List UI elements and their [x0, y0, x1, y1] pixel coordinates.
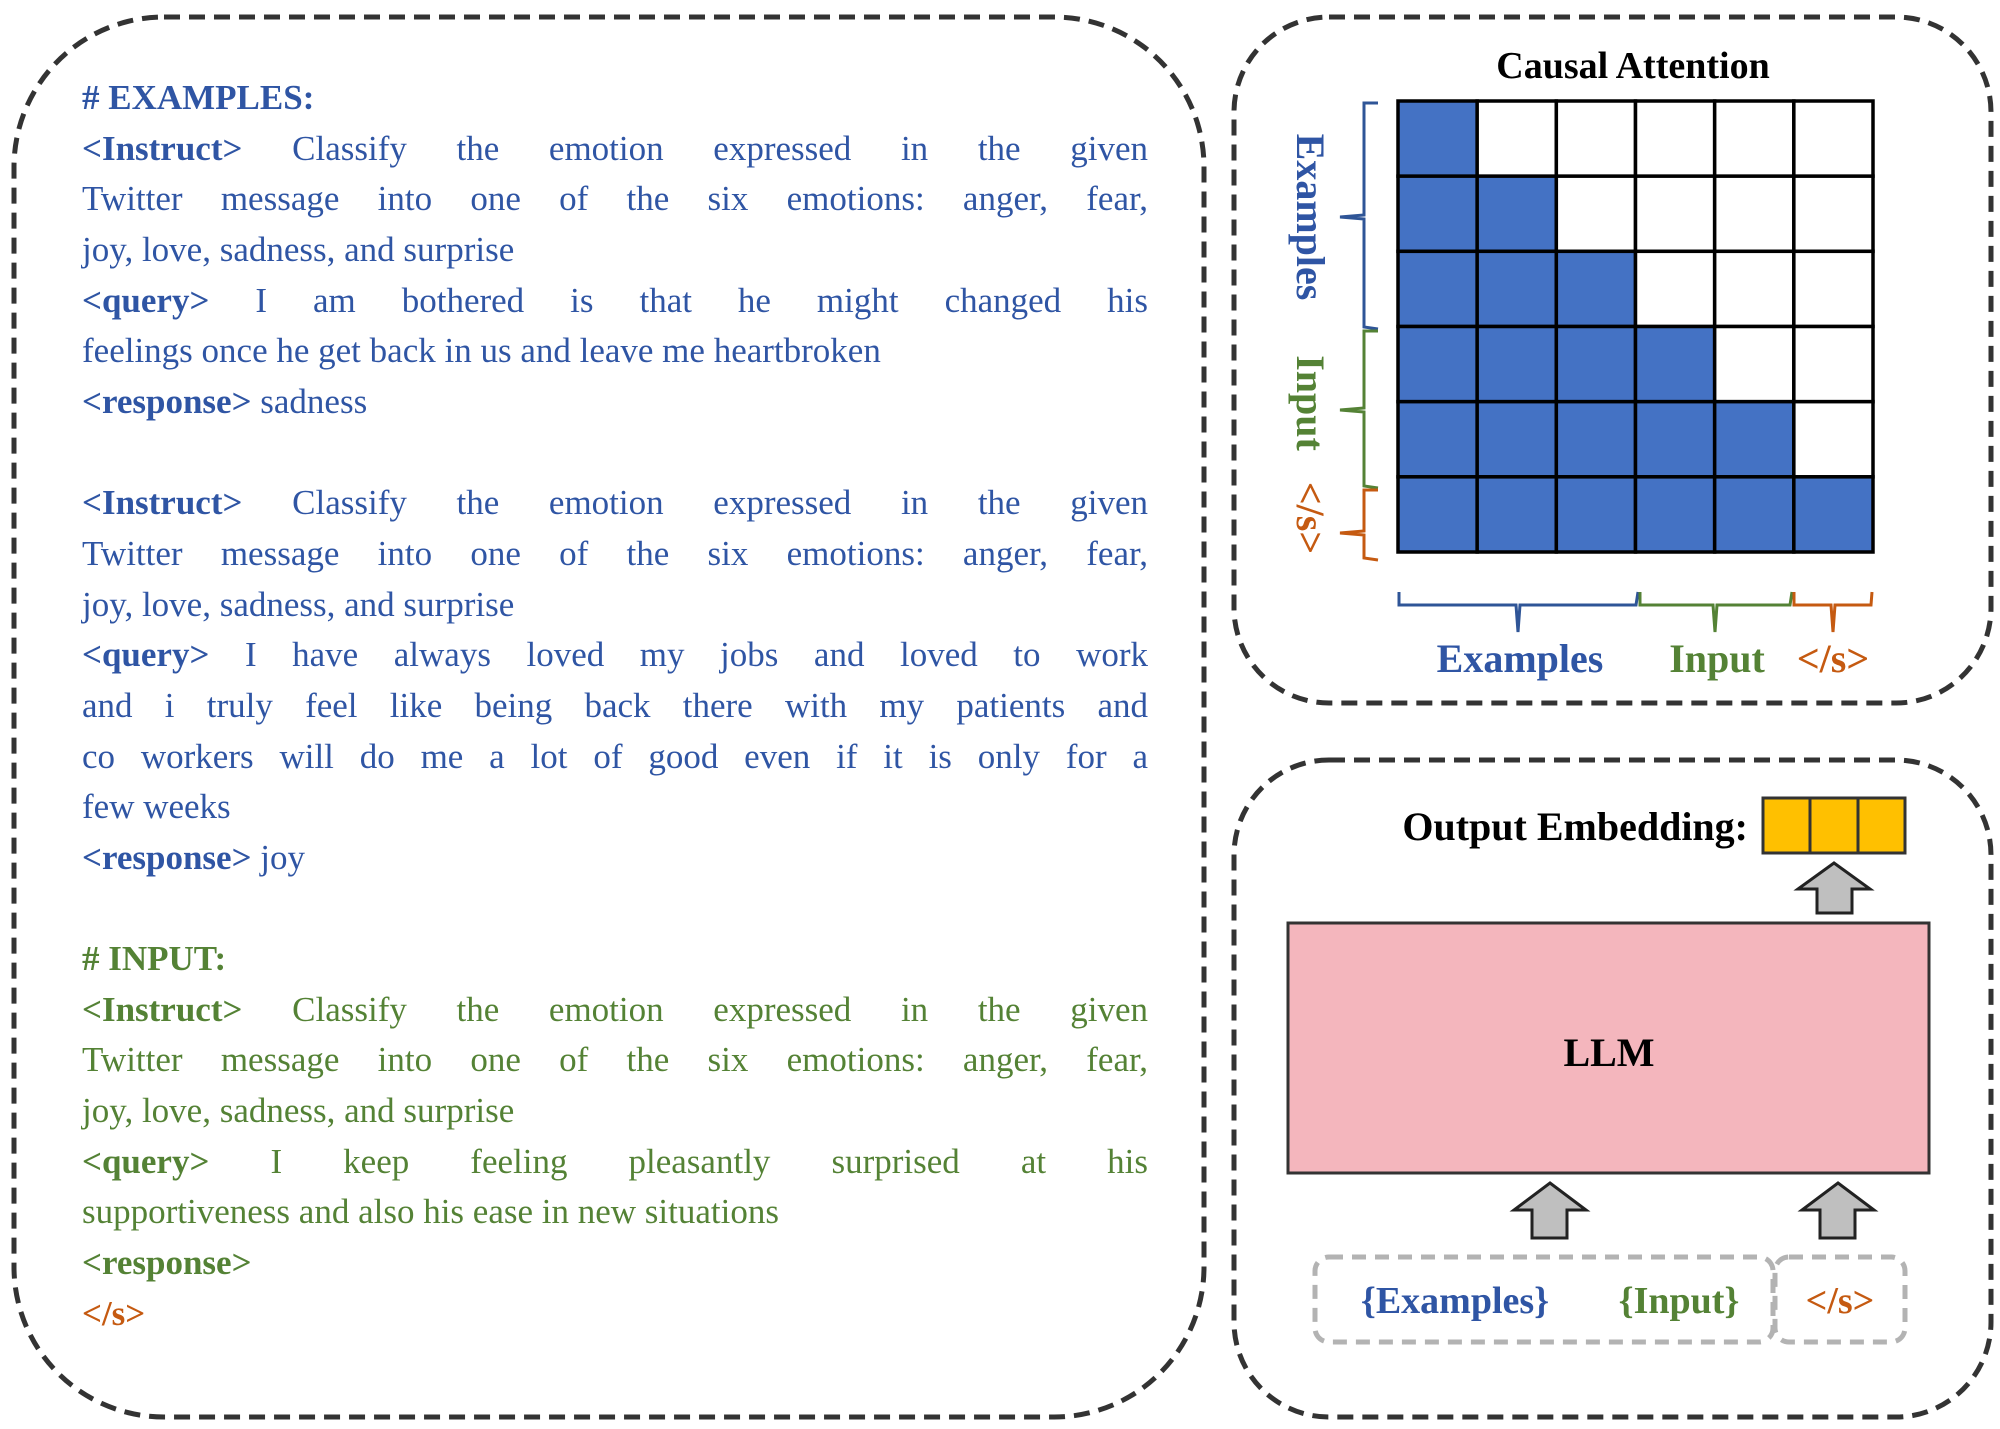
- attention-cell-visible: [1477, 176, 1556, 251]
- attention-cell-visible: [1477, 402, 1556, 477]
- attention-cell-visible: [1636, 327, 1715, 402]
- attention-cell-visible: [1398, 402, 1477, 477]
- attention-cell-masked: [1556, 176, 1635, 251]
- attention-cell-masked: [1477, 101, 1556, 176]
- attention-cell-visible: [1398, 251, 1477, 326]
- input-query-line: [82, 1137, 1148, 1188]
- example-2-instruct-line: [82, 478, 1148, 529]
- attention-cell-visible: [1477, 477, 1556, 552]
- attention-grid: [1398, 101, 1873, 552]
- prompt-text: [82, 73, 1148, 1339]
- col-label-examples: Examples: [1436, 636, 1604, 681]
- attention-cell-masked: [1794, 327, 1873, 402]
- attention-cell-visible: [1794, 477, 1873, 552]
- instruct-text: Classify the emotion expressed in the given: [292, 989, 1148, 1029]
- output-embedding-label: Output Embedding:: [1402, 804, 1748, 849]
- llm-label: LLM: [1563, 1030, 1655, 1075]
- eos-token-line: </s>: [82, 1293, 146, 1333]
- example-2-query-line: co workers will do me a lot of good even if it is only for a: [82, 736, 1148, 776]
- attention-cell-masked: [1715, 327, 1794, 402]
- attention-cell-visible: [1398, 477, 1477, 552]
- row-bracket-examples: [1340, 103, 1378, 329]
- input-header: # INPUT:: [82, 939, 227, 979]
- example-2-query-line: few weeks: [82, 787, 231, 827]
- example-2-query-line: and i truly feel like being back there with my patients and: [82, 685, 1148, 725]
- instruct-tag: <Instruct>: [82, 128, 243, 168]
- row-label-examples: Examples: [1288, 133, 1333, 301]
- query-tag: <query>: [82, 635, 210, 675]
- example-1-query-line: feelings once he get back in us and leave me heartbroken: [82, 331, 881, 371]
- input-eos-token: </s>: [1805, 1280, 1875, 1322]
- attention-cell-masked: [1715, 101, 1794, 176]
- attention-cell-visible: [1636, 477, 1715, 552]
- attention-cell-visible: [1398, 176, 1477, 251]
- up-arrow-icon: [1802, 1183, 1874, 1238]
- attention-cell-masked: [1794, 176, 1873, 251]
- example-2-instruct-line: joy, love, sadness, and surprise: [82, 584, 515, 624]
- attention-cell-masked: [1636, 101, 1715, 176]
- attention-cell-masked: [1636, 176, 1715, 251]
- attention-cell-visible: [1556, 477, 1635, 552]
- query-text: I have always loved my jobs and loved to work: [244, 635, 1148, 675]
- input-query-line: supportiveness and also his ease in new situations: [82, 1192, 779, 1232]
- up-arrow-icon: [1514, 1183, 1586, 1238]
- row-bracket-input: [1340, 331, 1378, 488]
- output-embedding-vector: [1763, 798, 1905, 853]
- query-text: I keep feeling pleasantly surprised at his: [270, 1141, 1148, 1181]
- instruct-text: Classify the emotion expressed in the given: [292, 483, 1148, 523]
- row-label-input: Input: [1288, 355, 1333, 451]
- example-2-query-line: [82, 630, 1148, 681]
- input-instruct-line: Twitter message into one of the six emotions: anger, fear,: [82, 1040, 1148, 1080]
- col-label-input: Input: [1669, 636, 1765, 681]
- attention-cell-visible: [1715, 402, 1794, 477]
- up-arrow-icon: [1798, 863, 1870, 913]
- col-bracket-examples: [1399, 592, 1638, 632]
- attention-cell-visible: [1398, 327, 1477, 402]
- attention-cell-visible: [1477, 251, 1556, 326]
- attention-cell-visible: [1556, 402, 1635, 477]
- response-tag: <response>: [82, 381, 252, 421]
- instruct-text: Classify the emotion expressed in the given: [292, 128, 1148, 168]
- attention-cell-visible: [1636, 402, 1715, 477]
- input-query-token: {Input}: [1618, 1280, 1740, 1322]
- attention-cell-masked: [1636, 251, 1715, 326]
- attention-cell-masked: [1715, 251, 1794, 326]
- query-tag: <query>: [82, 1141, 210, 1181]
- attention-cell-visible: [1556, 327, 1635, 402]
- attention-cell-masked: [1794, 402, 1873, 477]
- attention-cell-visible: [1398, 101, 1477, 176]
- col-label-eos: </s>: [1796, 636, 1870, 681]
- input-instruct-line: [82, 985, 1148, 1036]
- input-examples-token: {Examples}: [1360, 1280, 1550, 1322]
- input-response-line: <response>: [82, 1243, 252, 1283]
- example-1-query-line: [82, 276, 1148, 327]
- attention-cell-visible: [1477, 327, 1556, 402]
- input-instruct-line: joy, love, sadness, and surprise: [82, 1091, 515, 1131]
- instruct-tag: <Instruct>: [82, 483, 243, 523]
- row-bracket-eos: [1340, 490, 1378, 560]
- example-2-instruct-line: Twitter message into one of the six emotions: anger, fear,: [82, 533, 1148, 573]
- attention-title: Causal Attention: [1496, 45, 1770, 87]
- query-text: I am bothered is that he might changed his: [255, 280, 1148, 320]
- attention-cell-masked: [1715, 176, 1794, 251]
- spacer: [82, 884, 1148, 935]
- attention-cell-masked: [1794, 251, 1873, 326]
- attention-cell-visible: [1556, 251, 1635, 326]
- example-1-instruct-line: [82, 124, 1148, 175]
- row-label-eos: </s>: [1288, 481, 1333, 555]
- col-bracket-eos: [1794, 592, 1872, 632]
- col-bracket-input: [1640, 592, 1792, 632]
- response-text: sadness: [260, 381, 368, 421]
- examples-header: # EXAMPLES:: [82, 78, 315, 117]
- example-1-instruct-line: Twitter message into one of the six emotions: anger, fear,: [82, 179, 1148, 219]
- example-1-instruct-line: joy, love, sadness, and surprise: [82, 229, 515, 269]
- attention-cell-masked: [1556, 101, 1635, 176]
- instruct-tag: <Instruct>: [82, 989, 243, 1029]
- example-1-response-line: [82, 377, 1148, 428]
- response-tag: <response>: [82, 837, 252, 877]
- attention-cell-masked: [1794, 101, 1873, 176]
- response-text: joy: [260, 837, 306, 877]
- spacer: [82, 428, 1148, 479]
- attention-cell-visible: [1715, 477, 1794, 552]
- query-tag: <query>: [82, 280, 210, 320]
- example-2-response-line: [82, 833, 1148, 884]
